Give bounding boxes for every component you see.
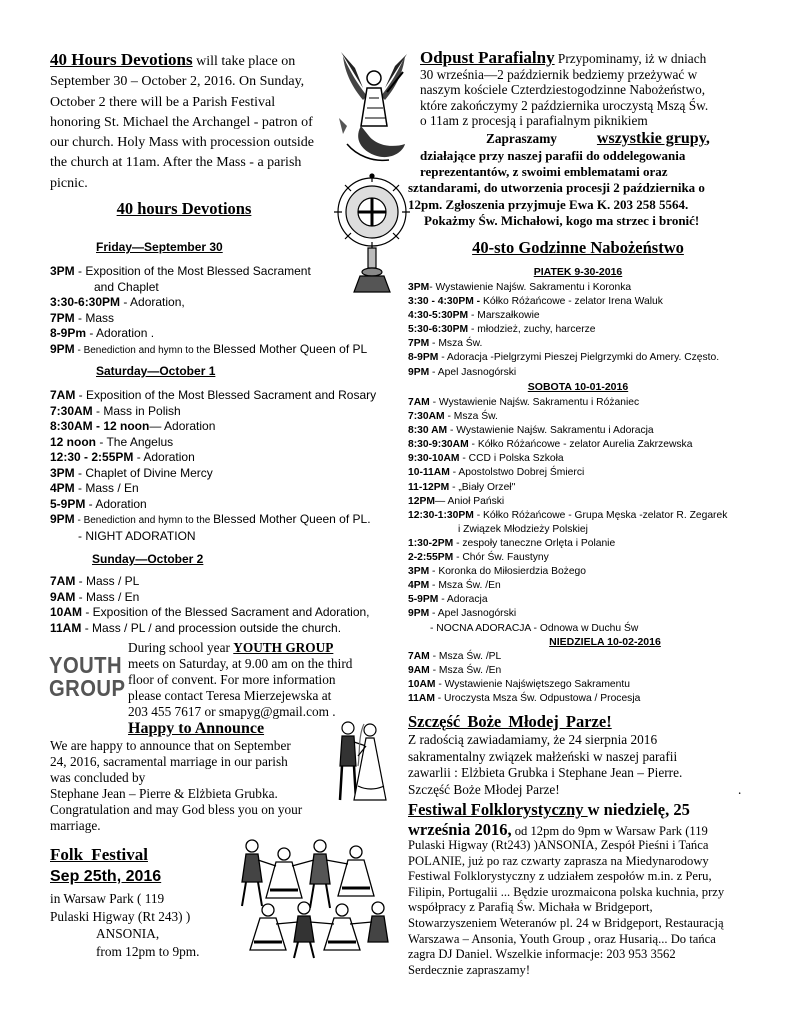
godzinne-heading: 40-sto Godzinne Nabożeństwo: [472, 238, 684, 257]
folk-date: Sep 25th, 2016: [50, 868, 162, 885]
schedule-item: 9PM - Benediction and hymn to the Blessed Mother Queen of PL: [50, 341, 368, 356]
schedule-item: 9PM - Benediction and hymn to the Blessed Mother Queen of PL.: [50, 512, 371, 526]
szczescie-title: Szczęść Boże Młodej Parze!: [408, 712, 612, 731]
festiwal-text: [408, 838, 753, 978]
szczescie-line: zawarlii : Elżbieta Grubka i Stephane Jean – Pierre.: [408, 765, 683, 780]
festiwal-line: POLANIE, już po raz czwarty zaprasza na Miedynarodowy: [408, 853, 709, 868]
niedziela-heading: NIEDZIELA 10-02-2016: [549, 636, 661, 648]
happy-line: We are happy to announce that on September: [50, 738, 291, 753]
schedule-item: and Chaplet: [94, 279, 159, 294]
schedule-item: 8:30-9:30AM - Kółko Różańcowe - zelator Aurelia Zakrzewska: [408, 439, 693, 451]
festiwal-date-tail: od 12pm do 9pm w Warsaw Park (119: [511, 824, 708, 838]
youth-line: please contact Teresa Mierzejewska at: [128, 688, 332, 704]
schedule-item: 10-11AM - Apostolstwo Dobrej Śmierci: [408, 467, 585, 479]
schedule-item: 11AM - Mass / PL / and procession outside the church.: [50, 620, 342, 635]
friday-heading: Friday—September 30: [96, 240, 223, 254]
schedule-item: 12:30 - 2:55PM - Adoration: [50, 450, 195, 464]
schedule-item: 9AM - Msza Św. /En: [408, 665, 502, 677]
szczescie-dot: .: [738, 781, 742, 797]
sunday-schedule: [50, 574, 390, 636]
intro-line: the church at 11am. After the Mass - a parish: [50, 155, 302, 171]
happy-line: was concluded by: [50, 770, 146, 785]
happy-line: Congratulation and may God bless you on your: [50, 802, 303, 817]
odpust-title: Odpust Parafialny: [420, 48, 555, 67]
schedule-item: 3PM - Koronka do Miłosierdzia Bożego: [408, 566, 587, 578]
schedule-item: 12 noon - The Angelus: [50, 434, 174, 449]
sobota-schedule: [408, 396, 753, 636]
devotions-heading: 40 hours Devotions: [116, 199, 252, 218]
wszystkie-grupy: wszystkie grupy: [596, 129, 706, 147]
schedule-item: 7AM - Msza Św. /PL: [408, 651, 502, 662]
youth-line: meets on Saturday, at 9.00 am on the third: [128, 656, 353, 672]
folk-text: [50, 890, 230, 960]
piatek-heading: PIATEK 9-30-2016: [533, 266, 623, 278]
festiwal-title: Festiwal Folklorystyczny: [408, 800, 588, 819]
schedule-item: 8-9PM - Adoracja -Pielgrzymi Pieszej Pielgrzymki do Amery. Często.: [408, 352, 720, 364]
zapraszamy-label: Zapraszamy: [486, 130, 557, 146]
schedule-item: 7AM - Wystawienie Najśw. Sakramentu i Różaniec: [408, 397, 640, 408]
saturday-schedule: [50, 388, 390, 544]
festiwal-line: Festiwal Folklorystyczny z udziałem zespołów m.in. z Peru,: [408, 869, 712, 884]
folk-line: in Warsaw Park ( 119: [50, 891, 165, 906]
st-michael-illustration: [333, 48, 415, 166]
happy-line: marriage.: [50, 818, 101, 833]
odpust-line: naszym kościele Czterdziestogodzinne Nabożeństwo,: [420, 82, 706, 97]
intro-line: honoring St. Michael the Archangel - patron of: [50, 114, 313, 130]
festiwal-line: Serdecznie zapraszamy!: [408, 962, 531, 977]
odpust-line: Przypominamy, iż w dniach: [554, 51, 707, 66]
youth-line: During school year YOUTH GROUP: [128, 640, 334, 655]
folk-line: Pulaski Higway (Rt 243) ): [50, 908, 191, 924]
happy-text: [50, 738, 332, 834]
intro-paragraph: [50, 50, 332, 194]
schedule-item: 7AM - Mass / PL: [50, 574, 140, 588]
schedule-item: 1:30-2PM - zespoły taneczne Orlęta i Polanie: [408, 537, 616, 549]
schedule-item: 10AM - Exposition of the Blessed Sacrament and Adoration,: [50, 605, 370, 619]
schedule-item: 3:30-6:30PM - Adoration,: [50, 295, 185, 309]
schedule-item: 5:30-6:30PM - młodzież, zuchy, harcerze: [408, 324, 596, 336]
odpust-bold-line: działające przy naszej parafii do oddelegowania: [420, 148, 686, 163]
youth-line: 203 455 7617 or smapyg@gmail.com .: [128, 704, 336, 720]
festiwal-line: Pulaski Higway (Rt243) )ANSONIA, Zespół Pieśni i Tańca: [408, 838, 709, 852]
schedule-item: 3PM - Exposition of the Most Blessed Sacrament: [50, 264, 311, 278]
folk-title: Folk Festival: [50, 845, 148, 864]
schedule-item: 4PM - Mass / En: [50, 481, 139, 495]
youth-group-logo: [49, 654, 125, 700]
sunday-heading: Sunday—October 2: [92, 552, 204, 566]
odpust-bold-line: 12pm. Zgłoszenia przyjmuje Ewa K. 203 258 5564.: [408, 196, 689, 212]
festiwal-date: września 2016,: [408, 820, 512, 839]
schedule-item: 3:30 - 4:30PM - Kółko Różańcowe - zelator Irena Waluk: [408, 296, 663, 308]
festiwal-line: Warszawa – Ansonia, Youth Group , oraz Husarią... Do tańca: [408, 931, 716, 946]
schedule-item: 8-9Pm - Adoration .: [50, 326, 155, 340]
schedule-item: 9AM - Mass / En: [50, 589, 140, 604]
youth-group-text: [128, 640, 386, 720]
schedule-item: - NOCNA ADORACJA - Odnowa w Duchu Św: [430, 622, 639, 634]
szczescie-text: [408, 732, 748, 798]
festiwal-title-block: [408, 800, 753, 841]
schedule-item: 7:30AM - Msza Św.: [408, 411, 498, 423]
odpust-line: 30 września—2 październik bedziemy przeżywać w: [420, 66, 698, 82]
schedule-item: 9PM - Apel Jasnogórski: [408, 608, 517, 620]
schedule-item: 3PM- Wystawienie Najśw. Sakramentu i Koronka: [408, 282, 632, 293]
schedule-item: 7PM - Msza Św.: [408, 338, 483, 350]
festiwal-line: współpracy z Parafią Św. Michała w Bridgeport,: [408, 900, 653, 915]
schedule-item: 5-9PM - Adoration: [50, 496, 147, 511]
schedule-item: i Związek Młodzieży Polskiej: [458, 523, 588, 535]
szczescie-line: Szczęść Boże Młodej Parze!: [408, 781, 560, 797]
schedule-item: 7PM - Mass: [50, 310, 115, 325]
happy-line: 24, 2016, sacramental marriage in our parish: [50, 754, 288, 769]
intro-line: picnic.: [50, 175, 88, 191]
szczescie-line: sakramentalny związek małżeński w naszej parafii: [408, 748, 678, 764]
schedule-item: 2-2:55PM - Chór Św. Faustyny: [408, 552, 549, 564]
schedule-item: 12:30-1:30PM - Kółko Różańcowe - Grupa Męska -zelator R. Zegarek: [408, 509, 728, 521]
schedule-item: 11-12PM - „Biały Orzeł": [408, 481, 516, 493]
schedule-item: 5-9PM - Adoracja: [408, 594, 488, 606]
happy-title: Happy to Announce: [128, 720, 265, 737]
schedule-item: 7AM - Exposition of the Most Blessed Sacrament and Rosary: [50, 388, 377, 402]
schedule-item: 11AM - Uroczysta Msza Św. Odpustowa / Procesja: [408, 693, 641, 705]
youth-logo-line: YOUTH: [49, 652, 123, 678]
schedule-item: - NIGHT ADORATION: [78, 528, 196, 543]
odpust-line: o 11am z procesją i parafialnym piknikiem: [420, 113, 648, 128]
odpust-bold-line: reprezentantów, z swoimi emblematami oraz: [420, 164, 668, 180]
folk-line: from 12pm to 9pm.: [96, 943, 200, 959]
intro-line: October 2 there will be a Parish Festival: [50, 94, 276, 110]
folk-line: ANSONIA,: [96, 926, 160, 941]
wedding-couple-illustration: [328, 716, 390, 806]
intro-text: will take place on: [192, 54, 296, 69]
schedule-item: 8:30AM - 12 noon— Adoration: [50, 419, 216, 433]
piatek-schedule: [408, 281, 753, 380]
saturday-heading: Saturday—October 1: [96, 364, 216, 378]
schedule-item: 7:30AM - Mass in Polish: [50, 403, 181, 418]
youth-line: floor of convent. For more information: [128, 672, 336, 688]
niedziela-schedule: [408, 650, 753, 706]
sobota-heading: SOBOTA 10-01-2016: [527, 381, 629, 393]
friday-schedule: [50, 264, 370, 358]
schedule-item: 3PM - Chaplet of Divine Mercy: [50, 465, 213, 480]
odpust-paragraph: Odpust Parafialny Przypominamy, iż w dniach 30 września—2 październik bedziemy przeżywać w naszym kościele Czterdziestogodzinne Nabożeństwo, które zakończymy 2 października uroczystą Mszą Św. o 11am z procesją i parafialnym piknikiem Zapraszamy wszystkie grupy,: [420, 50, 745, 146]
odpust-line: które zakończymy 2 października uroczystą Mszą Św.: [420, 97, 709, 113]
intro-title: 40 Hours Devotions: [50, 50, 193, 69]
intro-line: our church. Holy Mass with procession outside: [50, 135, 315, 151]
szczescie-line: Z radością zawiadamiamy, że 24 sierpnia 2016: [408, 732, 658, 747]
schedule-item: 4PM - Msza Św. /En: [408, 580, 501, 592]
schedule-item: 8:30 AM - Wystawienie Najśw. Sakramentu i Adoracja: [408, 425, 654, 437]
odpust-bold-line: Pokażmy Św. Michałowi, kogo ma strzec i bronić!: [424, 212, 700, 228]
schedule-item: 4:30-5:30PM - Marszałkowie: [408, 310, 540, 322]
odpust-bold-line: sztandarami, do utworzenia procesji 2 października o: [408, 180, 705, 196]
schedule-item: 9PM - Apel Jasnogórski: [408, 366, 517, 378]
schedule-item: 9:30-10AM - CCD i Polska Szkoła: [408, 453, 564, 465]
festiwal-line: Stowarzyszeniem Weteranów pl. 24 w Bridgeport, Restauracją: [408, 915, 724, 930]
happy-line: Stephane Jean – Pierre & Elżbieta Grubka.: [50, 786, 278, 801]
festiwal-line: Filipin, Portugalii ... Będzie urozmaicona polska kuchnia, przy: [408, 884, 725, 899]
festiwal-title-tail: w niedzielę, 25: [587, 800, 690, 819]
youth-logo-line: GROUP: [49, 675, 126, 701]
odpust-bold-text: [408, 148, 748, 229]
intro-line: September 30 – October 2, 2016. On Sunday,: [50, 74, 305, 90]
folk-dancers-illustration: [232, 834, 392, 960]
schedule-item: 10AM - Wystawienie Najświętszego Sakramentu: [408, 679, 630, 691]
festiwal-line: zagra DJ Daniel. Wszelkie informacje: 203 953 3562: [408, 947, 676, 962]
schedule-item: 12PM— Anioł Pański: [408, 495, 505, 507]
